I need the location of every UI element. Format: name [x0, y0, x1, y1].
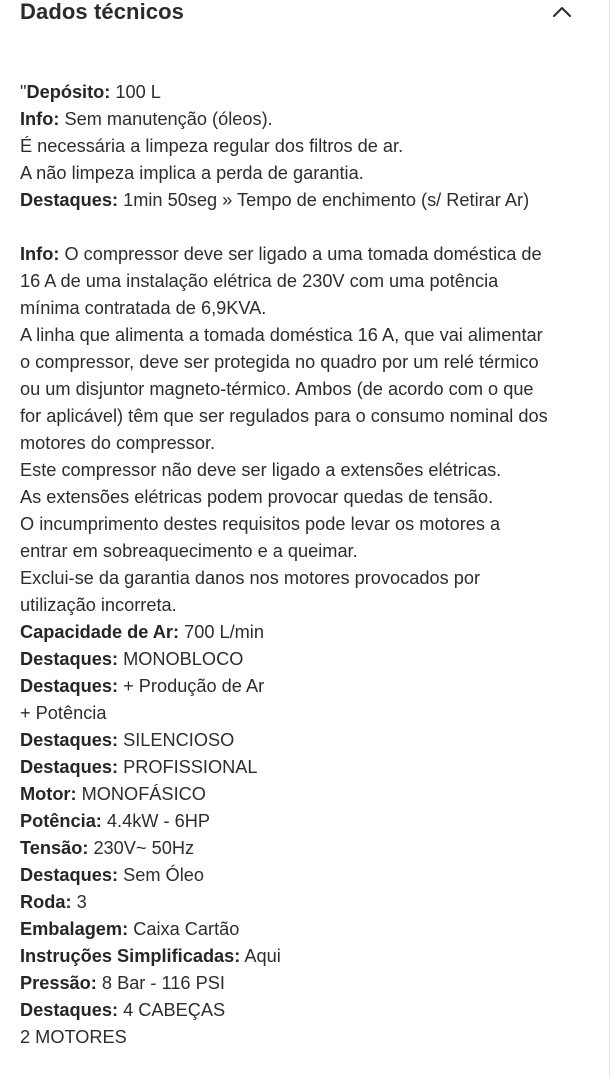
- technical-data-content: [20, 79, 595, 1051]
- text-line: A não limpeza implica a perda de garantia.: [20, 163, 364, 183]
- text-line: motores do compressor.: [20, 433, 216, 453]
- text-line: A linha que alimenta a tomada doméstica 16 A, que vai alimentar: [20, 325, 543, 345]
- spec-label: Instruções Simplificadas:: [20, 946, 241, 966]
- text-line: É necessária a limpeza regular dos filtros de ar.: [20, 136, 404, 156]
- text-line: As extensões elétricas podem provocar quedas de tensão.: [20, 487, 494, 507]
- spec-line: [20, 862, 595, 889]
- spec-line: [20, 673, 595, 700]
- spec-label: Capacidade de Ar:: [20, 622, 180, 642]
- spec-label: Potência:: [20, 811, 102, 831]
- spec-value: 100 L: [110, 82, 161, 102]
- spec-value: 230V~ 50Hz: [88, 838, 195, 858]
- spec-label: Destaques:: [20, 757, 119, 777]
- spec-label: Embalagem:: [20, 919, 129, 939]
- spec-label: Roda:: [20, 892, 72, 912]
- text-line: 16 A de uma instalação elétrica de 230V com uma potência: [20, 271, 499, 291]
- spec-label: Destaques:: [20, 1000, 119, 1020]
- spec-value: 4 CABEÇAS: [118, 1000, 226, 1020]
- spec-line-destaques: [20, 187, 595, 214]
- text-line: O incumprimento destes requisitos pode levar os motores a: [20, 514, 501, 534]
- spec-label: Destaques:: [20, 865, 119, 885]
- spec-value: + Potência: [20, 703, 107, 723]
- text-line: Este compressor não deve ser ligado a extensões elétricas.: [20, 460, 502, 480]
- spec-label: Depósito:: [26, 82, 111, 102]
- spec-line: [20, 808, 595, 835]
- spec-line-info: [20, 106, 595, 133]
- quote-mark: ": [20, 82, 27, 102]
- spec-line: [20, 619, 595, 646]
- spec-value: Sem manutenção (óleos).: [59, 109, 273, 129]
- spec-label: Pressão:: [20, 973, 97, 993]
- spec-value: 8 Bar - 116 PSI: [96, 973, 225, 993]
- spec-line: [20, 727, 595, 754]
- spec-value: Caixa Cartão: [128, 919, 240, 939]
- spec-label: Destaques:: [20, 649, 119, 669]
- text-line: for aplicável) têm que ser regulados para o consumo nominal dos: [20, 406, 548, 426]
- spec-value: Aqui: [240, 946, 281, 966]
- spec-line: [20, 997, 595, 1024]
- paragraph-gap: [20, 214, 595, 241]
- spec-line: [20, 781, 595, 808]
- spec-label: Destaques:: [20, 730, 119, 750]
- spec-line-deposito: [20, 79, 595, 106]
- spec-line: [20, 916, 595, 943]
- text-line: o compressor, deve ser protegida no quadro por um relé térmico: [20, 352, 539, 372]
- spec-value: 700 L/min: [179, 622, 264, 642]
- spec-value: + Produção de Ar: [118, 676, 265, 696]
- spec-line: [20, 889, 595, 916]
- text-line: utilização incorreta.: [20, 595, 177, 615]
- spec-value: 3: [71, 892, 87, 912]
- spec-value: 4.4kW - 6HP: [101, 811, 211, 831]
- spec-value: PROFISSIONAL: [118, 757, 258, 777]
- spec-line: [20, 1024, 595, 1051]
- spec-label: Info:: [20, 109, 60, 129]
- section-header-technical-data[interactable]: [0, 0, 609, 30]
- spec-value: MONOBLOCO: [118, 649, 244, 669]
- text-line: entrar em sobreaquecimento e a queimar.: [20, 541, 358, 561]
- spec-label: Destaques:: [20, 190, 119, 210]
- chevron-up-icon[interactable]: [550, 4, 574, 20]
- text-line: Exclui-se da garantia danos nos motores provocados por: [20, 568, 480, 588]
- spec-line: [20, 970, 595, 997]
- section-title: Dados técnicos: [20, 0, 185, 24]
- info-line: [20, 241, 595, 268]
- text-segment: O compressor deve ser ligado a uma tomada doméstica de: [59, 244, 542, 264]
- spec-line: [20, 754, 595, 781]
- text-line: ou um disjuntor magneto-térmico. Ambos (de acordo com o que: [20, 379, 534, 399]
- spec-label: Info:: [20, 244, 60, 264]
- spec-value: 2 MOTORES: [20, 1027, 127, 1047]
- spec-value: SILENCIOSO: [118, 730, 235, 750]
- spec-value: 1min 50seg » Tempo de enchimento (s/ Retirar Ar): [118, 190, 530, 210]
- spec-label: Motor:: [20, 784, 77, 804]
- spec-value: MONOFÁSICO: [76, 784, 206, 804]
- spec-value: Sem Óleo: [118, 865, 204, 885]
- spec-line: [20, 700, 595, 727]
- spec-label: Destaques:: [20, 676, 119, 696]
- spec-line: [20, 646, 595, 673]
- text-line: mínima contratada de 6,9KVA.: [20, 298, 267, 318]
- spec-line: [20, 943, 595, 970]
- spec-line: [20, 835, 595, 862]
- spec-label: Tensão:: [20, 838, 89, 858]
